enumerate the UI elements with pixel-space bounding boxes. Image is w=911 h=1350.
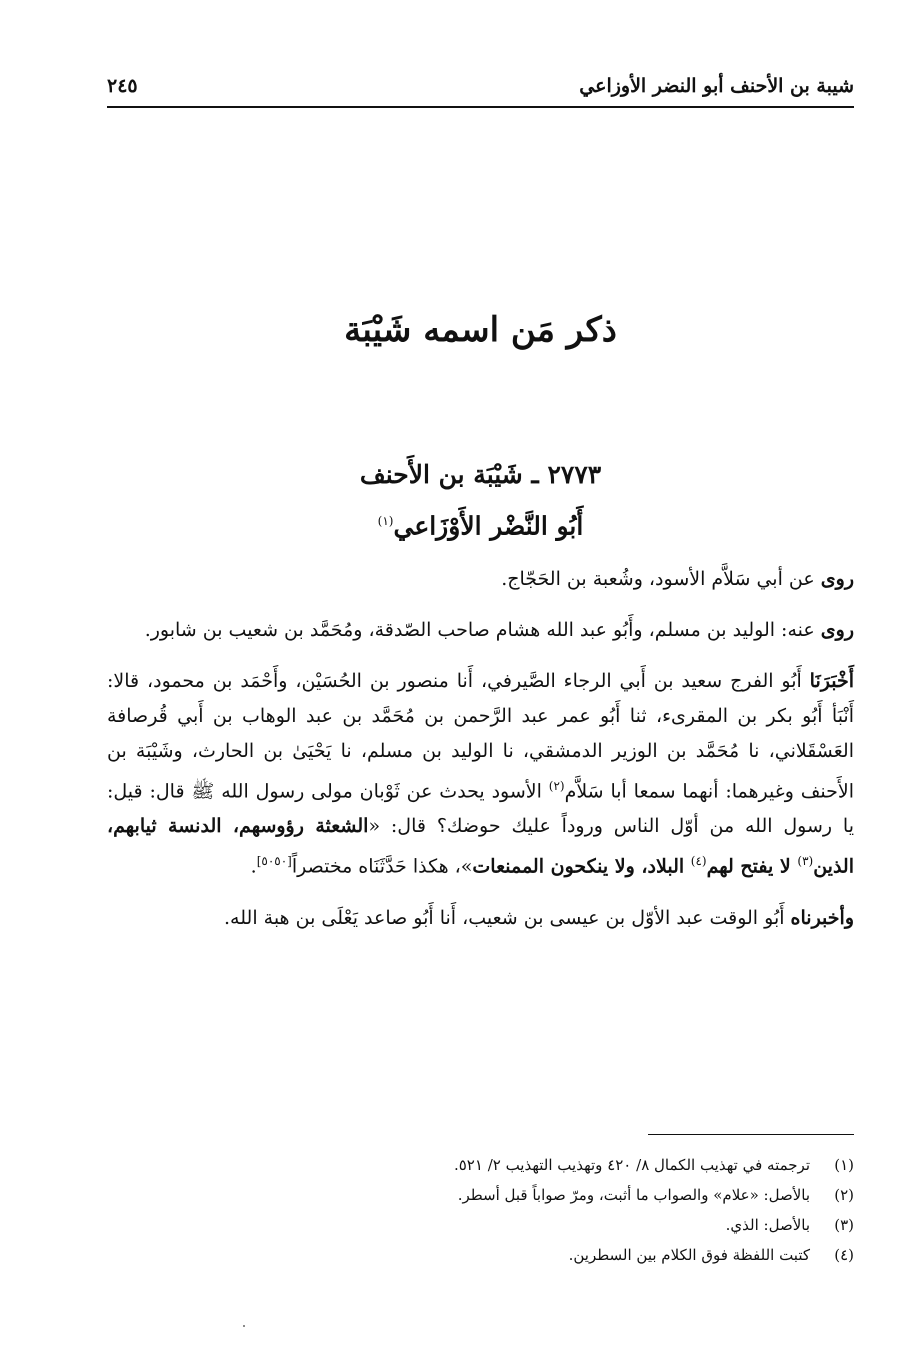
paragraph-lead: روى — [820, 568, 854, 590]
footnote-number: (١) — [834, 1156, 854, 1174]
section-title: ذكر مَن اسمه شَيْبَة — [344, 310, 617, 350]
entry-heading-name: أَبُو النَّضْر الأَوْزَاعي — [393, 511, 584, 541]
paragraph-lead: أَخْبَرَنَا — [809, 670, 854, 692]
footnote-text: بالأصل: «علام» والصواب ما أثبت، ومرّ صواباً قبل أسطر. — [457, 1186, 810, 1204]
paragraph-second-chain — [107, 901, 854, 936]
paragraph-lead: روى — [820, 619, 854, 641]
footnote-ref-1: (١) — [377, 514, 394, 528]
hadith-text: البلاد، ولا ينكحون الممنعات — [472, 855, 691, 878]
paragraph-text: الأسود يحدث عن ثَوْبان مولى رسول الله ﷺ قال: قيل: يا رسول الله من أوّل الناس وروداً عليك حوضك؟ قال: « — [107, 780, 854, 838]
footnote — [107, 1150, 854, 1180]
paragraph-end: . — [250, 855, 257, 878]
paragraph-text: عنه: الوليد بن مسلم، وأَبُو عبد الله هشام صاحب الصّدقة، ومُحَمَّد بن شعيب بن شابور. — [144, 619, 821, 641]
footnote — [107, 1210, 854, 1240]
hadith-text: لا يفتح لهم — [706, 855, 798, 878]
footnote — [107, 1180, 854, 1210]
paragraph-lead: وأخبرناه — [790, 906, 854, 929]
scan-dot — [243, 1325, 245, 1327]
paragraph-narrated-by — [107, 613, 854, 648]
entry-heading-line1: ٢٧٧٣ ـ شَيْبَة بن الأَحنف — [359, 460, 602, 489]
body-text — [107, 562, 854, 952]
page-number: ٢٤٥ — [107, 75, 138, 97]
header-rule — [107, 106, 854, 108]
paragraph-text: أَبُو الوقت عبد الأوّل بن عيسى بن شعيب، أَنا أَبُو صاعد يَعْلَى بن هبة الله. — [224, 906, 791, 929]
footnote-ref-3: (٣) — [797, 854, 814, 869]
hadith-number: [٥٠٥٠] — [256, 854, 292, 869]
running-title: شيبة بن الأحنف أبو النضر الأوزاعي — [579, 75, 854, 97]
footnote-text: كتبت اللفظة فوق الكلام بين السطرين. — [568, 1246, 810, 1264]
paragraph-text: أَبُو الفرج سعيد بن أَبي الرجاء الصَّيرفي، أَنا منصور بن الحُسَيْن، وأَحْمَد بن محمود، قالا: أَنْبَأ أَبُو بكر بن المقرىء، ثنا أَبُو عمر عبد الرَّحمن بن مُحَمَّد بن عبد الوهاب بن أَبي قُرصافة العَسْقَلاني، نا مُحَمَّد بن الوزير الدمشقي، نا الوليد بن مسلم، نا يَحْيَىٰ بن الحارث، وشَيْبَة بن الأَحنف وغيرهما: أنهما سمعا أبا سَلاَّم — [107, 670, 854, 803]
footnote — [107, 1240, 854, 1270]
hadith-text: الشعثة رؤوسهم، الدنسة ثيابهم، الذين — [107, 815, 854, 878]
footnote-text: بالأصل: الذي. — [725, 1216, 810, 1234]
page-header — [107, 66, 854, 106]
footnote-number: (٢) — [834, 1186, 854, 1204]
paragraph-text: »، هكذا حَدَّثَنَاه مختصراً — [291, 855, 473, 878]
footnote-ref-2: (٢) — [548, 779, 565, 793]
footnote-ref-4: (٤) — [690, 854, 707, 869]
footnote-text: ترجمته في تهذيب الكمال ٨/ ٤٢٠ وتهذيب التهذيب ٢/ ٥٢١. — [453, 1156, 810, 1174]
paragraph-text: عن أبي سَلاَّم الأسود، وشُعبة بن الحَجّاج. — [501, 568, 821, 590]
footnote-rule — [648, 1134, 854, 1135]
footnotes — [107, 1150, 854, 1270]
entry-heading — [107, 452, 854, 549]
footnote-number: (٣) — [834, 1216, 854, 1234]
paragraph-hadith — [107, 664, 854, 885]
footnote-number: (٤) — [834, 1246, 854, 1264]
paragraph-narrated-from — [107, 562, 854, 597]
entry-heading-line2 — [107, 498, 854, 549]
